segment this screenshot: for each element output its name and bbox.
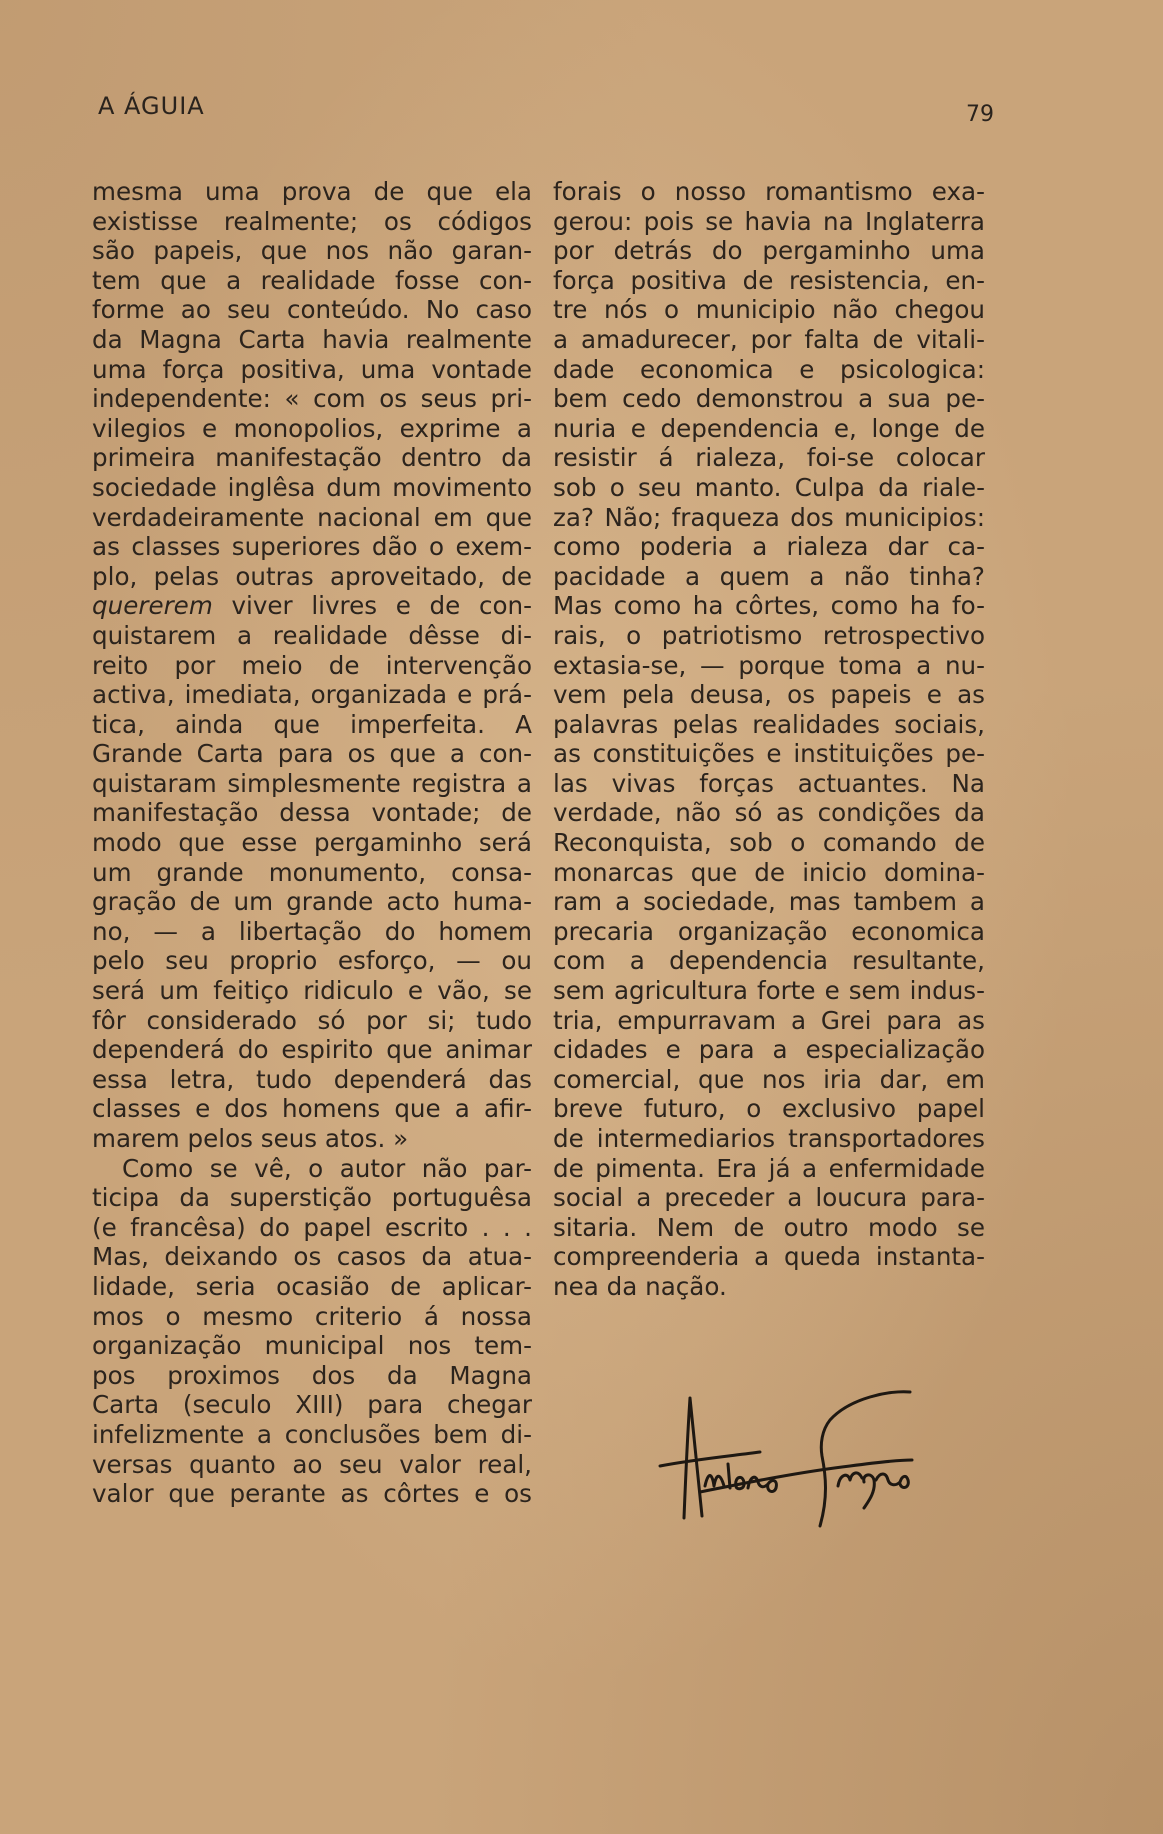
- text-line: da Magna Carta havia realmente: [92, 324, 532, 354]
- text-line: breve futuro, o exclusivo papel: [553, 1094, 985, 1124]
- text-line: pelo seu proprio esforço, — ou: [92, 946, 532, 976]
- text-line: palavras pelas realidades sociais,: [553, 709, 985, 739]
- text-line: forais o nosso romantismo exa-: [553, 177, 985, 206]
- text-line: vilegios e monopolios, exprime a: [92, 413, 532, 443]
- text-line: vem pela deusa, os papeis e as: [553, 680, 985, 710]
- text-line: Reconquista, sob o comando de: [553, 828, 985, 858]
- text-line: tria, empurravam a Grei para as: [553, 1005, 985, 1035]
- text-line: essa letra, tudo dependerá das: [92, 1064, 532, 1094]
- text-line: bem cedo demonstrou a sua pe-: [553, 384, 985, 414]
- text-line: activa, imediata, organizada e prá-: [92, 680, 532, 710]
- text-line: força positiva de resistencia, en-: [553, 265, 985, 295]
- text-line: forme ao seu conteúdo. No caso: [92, 295, 532, 325]
- text-line: verdadeiramente nacional em que: [92, 502, 532, 532]
- text-line: as classes superiores dão o exem-: [92, 532, 532, 562]
- text-line: mos o mesmo criterio á nossa: [92, 1301, 532, 1331]
- text-line: pos proximos dos da Magna: [92, 1360, 532, 1390]
- text-line: no, — a libertação do homem: [92, 916, 532, 946]
- text-line: quererem viver livres e de con-: [92, 591, 532, 621]
- text-line: dependerá do espirito que animar: [92, 1035, 532, 1065]
- text-line: tica, ainda que imperfeita. A: [92, 709, 532, 739]
- journal-title: A ÁGUIA: [98, 92, 205, 120]
- text-line: las vivas forças actuantes. Na: [553, 768, 985, 798]
- left-column: [92, 177, 532, 1509]
- text-line: classes e dos homens que a afir-: [92, 1094, 532, 1124]
- text-line: quistaram simplesmente registra a: [92, 768, 532, 798]
- text-line: rais, o patriotismo retrospectivo: [553, 620, 985, 650]
- text-line: Grande Carta para os que a con-: [92, 739, 532, 769]
- text-line: versas quanto ao seu valor real,: [92, 1449, 532, 1479]
- text-line: Como se vê, o autor não par-: [122, 1153, 532, 1183]
- text-line: resistir á rialeza, foi-se colocar: [553, 443, 985, 473]
- text-line: nea da nação.: [553, 1271, 727, 1301]
- text-line: Carta (seculo XIII) para chegar: [92, 1390, 532, 1420]
- text-line: social a preceder a loucura para-: [553, 1183, 985, 1213]
- text-line: independente: « com os seus pri-: [92, 384, 532, 414]
- text-line: sociedade inglêsa dum movimento: [92, 472, 532, 502]
- text-line: por detrás do pergaminho uma: [553, 236, 985, 266]
- text-line: uma força positiva, uma vontade: [92, 354, 532, 384]
- text-line: valor que perante as côrtes e os: [92, 1479, 532, 1509]
- text-line: gração de um grande acto huma-: [92, 887, 532, 917]
- text-line: monarcas que de inicio domina-: [553, 857, 985, 887]
- text-line: compreenderia a queda instanta-: [553, 1242, 985, 1272]
- text-line: (e francêsa) do papel escrito . . .: [92, 1212, 532, 1242]
- text-line: de pimenta. Era já a enfermidade: [553, 1153, 985, 1183]
- text-line: ticipa da superstição portuguêsa: [92, 1183, 532, 1213]
- text-line: gerou: pois se havia na Inglaterra: [553, 206, 985, 236]
- text-line: manifestação dessa vontade; de: [92, 798, 532, 828]
- text-line: de intermediarios transportadores: [553, 1124, 985, 1153]
- text-line: primeira manifestação dentro da: [92, 443, 532, 473]
- text-line: ram a sociedade, mas tambem a: [553, 887, 985, 917]
- text-line: pacidade a quem a não tinha?: [553, 561, 985, 591]
- text-line: verdade, não só as condições da: [553, 798, 985, 828]
- right-column: [553, 177, 985, 1302]
- text-line: sitaria. Nem de outro modo se: [553, 1212, 985, 1242]
- text-line: infelizmente a conclusões bem di-: [92, 1419, 532, 1449]
- text-line: existisse realmente; os códigos: [92, 206, 532, 236]
- signature-stroke-a: [660, 1398, 760, 1518]
- text-line: tre nós o municipio não chegou: [553, 295, 985, 325]
- signature-stroke-ergio: [838, 1473, 908, 1508]
- text-line: cidades e para a especialização: [553, 1035, 985, 1065]
- text-line: tem que a realidade fosse con-: [92, 265, 532, 295]
- text-line: será um feitiço ridiculo e vão, se: [92, 976, 532, 1006]
- text-line: za? Não; fraqueza dos municipios:: [553, 502, 985, 532]
- page-number: 79: [966, 102, 994, 127]
- text-line: são papeis, que nos não garan-: [92, 236, 532, 266]
- text-line: dade economica e psicologica:: [553, 354, 985, 384]
- text-line: modo que esse pergaminho será: [92, 828, 532, 858]
- text-line: extasia-se, — porque toma a nu-: [553, 650, 985, 680]
- text-line: sob o seu manto. Culpa da riale-: [553, 472, 985, 502]
- text-line: sem agricultura forte e sem indus-: [553, 976, 985, 1006]
- emphasis-word: quererem: [92, 591, 213, 621]
- text-line: Mas, deixando os casos da atua-: [92, 1242, 532, 1272]
- text-line: marem pelos seus atos. »: [92, 1124, 409, 1153]
- text-line: comercial, que nos iria dar, em: [553, 1064, 985, 1094]
- text-line: fôr considerado só por si; tudo: [92, 1005, 532, 1035]
- text-line: plo, pelas outras aproveitado, de: [92, 561, 532, 591]
- text-line: as constituições e instituições pe-: [553, 739, 985, 769]
- author-signature: [650, 1368, 980, 1528]
- text-line: nuria e dependencia e, longe de: [553, 413, 985, 443]
- text-line: lidade, seria ocasião de aplicar-: [92, 1271, 532, 1301]
- text-line: como poderia a rialeza dar ca-: [553, 532, 985, 562]
- text-line: a amadurecer, por falta de vitali-: [553, 324, 985, 354]
- text-line: organização municipal nos tem-: [92, 1331, 532, 1361]
- text-line: quistarem a realidade dêsse di-: [92, 620, 532, 650]
- text-line: reito por meio de intervenção: [92, 650, 532, 680]
- text-line: um grande monumento, consa-: [92, 857, 532, 887]
- text-line: com a dependencia resultante,: [553, 946, 985, 976]
- text-line: precaria organização economica: [553, 916, 985, 946]
- text-line: Mas como ha côrtes, como ha fo-: [553, 591, 985, 621]
- text-line: mesma uma prova de que ela: [92, 177, 532, 206]
